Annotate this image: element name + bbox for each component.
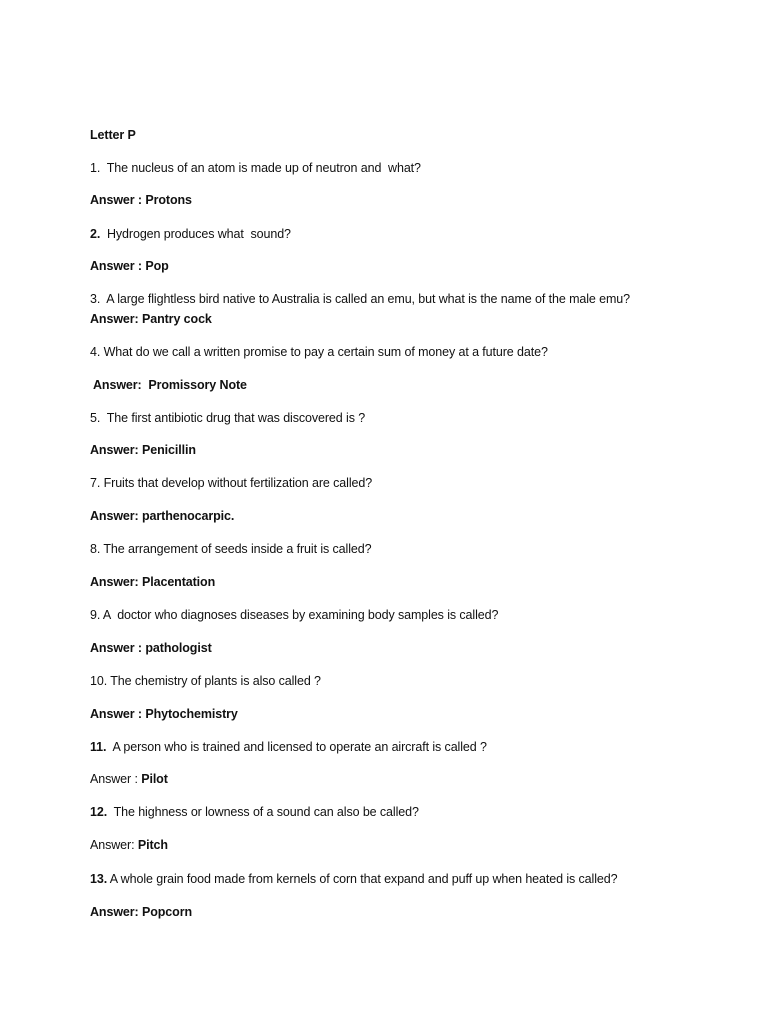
question-3: 3. A large flightless bird native to Australia is called an emu, but what is the name of the male emu? [90, 292, 631, 306]
page-title: Letter P [90, 128, 136, 142]
question-number: 2. [90, 227, 101, 241]
answer-12 [90, 837, 168, 853]
question-4: 4. What do we call a written promise to pay a certain sum of money at a future date? [90, 345, 548, 359]
answer-13 [90, 904, 192, 920]
answer-label: Answer: [90, 575, 142, 589]
answer-8 [90, 574, 215, 590]
question-text: The highness or lowness of a sound can also be called? [107, 805, 419, 819]
question-10: 10. The chemistry of plants is also called ? [90, 674, 321, 688]
answer-value: parthenocarpic. [142, 509, 235, 523]
question-number: 12. [90, 805, 108, 819]
answer-7 [90, 508, 234, 524]
answer-value: Pilot [141, 772, 168, 786]
answer-value: Pantry cock [142, 312, 212, 326]
answer-label: Answer: [90, 905, 142, 919]
answer-label: Answer: [90, 509, 142, 523]
question-number: 11. [90, 740, 107, 754]
question-text: A whole grain food made from kernels of corn that expand and puff up when heated is called? [107, 872, 618, 886]
answer-value: Protons [145, 193, 192, 207]
answer-label: Answer : [90, 641, 146, 655]
answer-label: Answer: [90, 838, 138, 852]
question-8: 8. The arrangement of seeds inside a fruit is called? [90, 542, 372, 556]
answer-label: Answer : [90, 193, 146, 207]
answer-9 [90, 640, 212, 656]
answer-5 [90, 442, 196, 458]
answer-1 [90, 192, 192, 208]
answer-value: pathologist [145, 641, 212, 655]
answer-value: Pitch [137, 838, 168, 852]
answer-2 [90, 258, 169, 274]
question-text: A person who is trained and licensed to operate an aircraft is called ? [106, 740, 487, 754]
question-9: 9. A doctor who diagnoses diseases by examining body samples is called? [90, 608, 499, 622]
question-2 [90, 226, 291, 242]
question-text: Hydrogen produces what sound? [100, 227, 291, 241]
answer-label: Answer: [93, 378, 149, 392]
answer-label: Answer: [90, 443, 142, 457]
answer-label: Answer : [90, 772, 142, 786]
question-number: 13. [90, 872, 108, 886]
answer-3 [90, 311, 212, 327]
answer-label: Answer : [90, 259, 146, 273]
answer-value: Placentation [142, 575, 216, 589]
answer-value: Penicillin [142, 443, 196, 457]
question-12 [90, 804, 419, 820]
answer-4 [93, 377, 247, 393]
question-7: 7. Fruits that develop without fertilization are called? [90, 476, 373, 490]
answer-label: Answer: [90, 312, 142, 326]
answer-10 [90, 706, 238, 722]
answer-value: Popcorn [142, 905, 192, 919]
question-5: 5. The first antibiotic drug that was discovered is ? [90, 411, 366, 425]
question-1: 1. The nucleus of an atom is made up of neutron and what? [90, 161, 421, 175]
answer-value: Phytochemistry [145, 707, 238, 721]
question-11 [90, 739, 487, 755]
answer-value: Pop [145, 259, 169, 273]
answer-value: Promissory Note [148, 378, 247, 392]
question-13 [90, 871, 617, 887]
answer-11 [90, 771, 168, 787]
answer-label: Answer : [90, 707, 146, 721]
